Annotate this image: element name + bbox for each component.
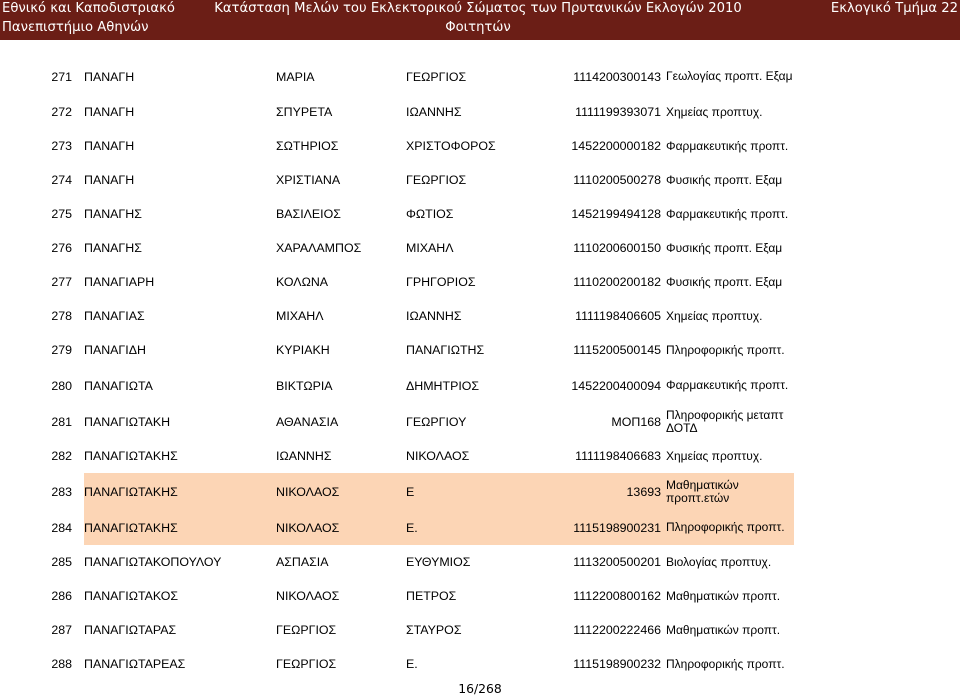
father-name-cell: Ε. [406,657,418,671]
surname-cell: ΠΑΝΑΓΙΩΤΑΚΗΣ [84,510,276,545]
table-row [38,163,794,197]
first-name-cell: ΧΡΙΣΤΙΑΝΑ [276,173,341,187]
row-number-cell: 272 [51,105,72,119]
first-name-cell: ΓΕΩΡΓΙΟΣ [276,623,337,637]
student-id-cell: 1113200500201 [573,555,661,569]
faculty-cell: Φυσικής προπτ. Εξαμ [666,172,783,187]
student-id-cell: 1110200600150 [573,241,661,255]
row-number-cell: 287 [51,623,72,637]
faculty-cell: Μαθηματικών προπτ.ετών [666,473,794,510]
first-name-cell: ΓΕΩΡΓΙΟΣ [276,657,337,671]
faculty-cell: Πληροφορικής προπτ. [666,342,785,357]
table-row [38,333,794,367]
first-name-cell: ΝΙΚΟΛΑΟΣ [276,510,406,545]
faculty-cell: Πληροφορικής μεταπτ ΔΟΤΔ [666,407,784,435]
surname-cell: ΠΑΝΑΓΙΩΤΑΚΗ [84,414,171,429]
row-number-cell: 288 [51,657,72,671]
surname-cell: ΠΑΝΑΓΙΩΤΑΚΗΣ [84,473,276,510]
student-id-cell: 1112200222466 [573,623,661,637]
student-id-cell: 1452200000182 [571,139,661,153]
members-table [38,58,794,681]
student-id-cell: 1115198900232 [573,657,661,671]
row-number-cell: 278 [51,309,72,323]
row-number-cell: 286 [51,589,72,603]
faculty-cell: Φαρμακευτικής προπτ. [666,378,789,392]
row-number-cell: 275 [51,207,72,221]
father-name-cell: ΓΡΗΓΟΡΙΟΣ [406,275,476,289]
row-number-cell: 280 [51,378,72,393]
table-row [38,58,794,95]
faculty-cell: Χημείας προπτυχ. [666,308,763,323]
surname-cell: ΠΑΝΑΓΙΩΤΑ [84,378,153,393]
father-name-cell: ΦΩΤΙΟΣ [406,207,454,221]
student-id-cell: 1112200800162 [573,589,661,603]
father-name-cell: ΧΡΙΣΤΟΦΟΡΟΣ [406,139,496,153]
faculty-cell: Πληροφορικής προπτ. [666,656,785,671]
first-name-cell: ΜΑΡΙΑ [276,69,315,84]
table-row [38,197,794,231]
faculty-cell: Βιολογίας προπτυχ. [666,554,772,569]
surname-cell: ΠΑΝΑΓΙΔΗ [84,343,146,357]
faculty-cell: Φυσικής προπτ. Εξαμ [666,240,783,255]
document-title-line1: Κατάσταση Μελών του Εκλεκτορικού Σώματος των Πρυτανικών Εκλογών 2010 [214,1,742,16]
surname-cell: ΠΑΝΑΓΙΩΤΑΚΟΠΟΥΛΟΥ [84,555,222,569]
student-id-cell: 13693 [566,473,666,510]
surname-cell: ΠΑΝΑΓΙΩΤΑΡΕΑΣ [84,657,186,671]
faculty-cell: Πληροφορικής προπτ. [666,510,794,545]
surname-cell: ΠΑΝΑΓΙΩΤΑΚΟΣ [84,589,179,603]
row-number-cell: 284 [51,520,72,535]
surname-cell: ΠΑΝΑΓΙΩΤΑΡΑΣ [84,623,177,637]
table-row [38,231,794,265]
surname-cell: ΠΑΝΑΓΗΣ [84,241,142,255]
first-name-cell: ΣΩΤΗΡΙΟΣ [276,139,339,153]
student-id-cell: 1115198900231 [566,510,666,545]
faculty-cell: Φυσικής προπτ. Εξαμ [666,274,783,289]
table-row [38,510,794,545]
father-name-cell: ΔΗΜΗΤΡΙΟΣ [406,378,480,393]
row-number-cell: 283 [51,484,72,499]
faculty-cell: Μαθηματικών προπτ. [666,622,781,637]
table-row [38,367,794,404]
table-row [38,404,794,439]
faculty-cell: Χημείας προπτυχ. [666,104,763,119]
university-name-line2: Πανεπιστήμιο Αθηνών [2,20,149,35]
student-id-cell: 1111198406605 [575,309,661,323]
row-number-cell: 285 [51,555,72,569]
first-name-cell: ΧΑΡΑΛΑΜΠΟΣ [276,241,362,255]
surname-cell: ΠΑΝΑΓΗΣ [84,207,142,221]
university-name-line1: Εθνικό και Καποδιστριακό [2,1,175,16]
faculty-cell: Γεωλογίας προπτ. Εξαμ [666,69,793,83]
father-name-cell: ΓΕΩΡΓΙΟΥ [406,414,467,429]
student-id-cell: 1110200500278 [573,173,661,187]
table-row [38,129,794,163]
row-number-cell: 282 [51,449,72,463]
surname-cell: ΠΑΝΑΓΙΑΡΗ [84,275,155,289]
father-name-cell: ΙΩΑΝΝΗΣ [406,105,462,119]
document-title-line2: Φοιτητών [445,20,511,35]
father-name-cell: ΜΙΧΑΗΛ [406,241,454,255]
first-name-cell: ΜΙΧΑΗΛ [276,309,324,323]
student-id-cell: 1114200300143 [573,69,661,84]
table-row [38,647,794,681]
page-header [0,0,960,40]
table-row [38,299,794,333]
table-row [38,265,794,299]
table-row [38,473,794,510]
surname-cell: ΠΑΝΑΓΙΑΣ [84,309,145,323]
row-number-cell: 273 [51,139,72,153]
first-name-cell: ΑΣΠΑΣΙΑ [276,555,329,569]
first-name-cell: ΝΙΚΟΛΑΟΣ [276,473,406,510]
student-id-cell: 1452199494128 [571,207,661,221]
surname-cell: ΠΑΝΑΓΙΩΤΑΚΗΣ [84,449,178,463]
row-number-cell: 279 [51,343,72,357]
surname-cell: ΠΑΝΑΓΗ [84,139,135,153]
student-id-cell: ΜΟΠ168 [611,414,661,429]
first-name-cell: ΒΙΚΤΩΡΙΑ [276,378,333,393]
faculty-cell: Χημείας προπτυχ. [666,448,763,463]
father-name-cell: ΙΩΑΝΝΗΣ [406,309,462,323]
table-row [38,95,794,129]
row-number-cell: 276 [51,241,72,255]
faculty-cell: Φαρμακευτικής προπτ. [666,138,789,153]
father-name-cell: ΣΤΑΥΡΟΣ [406,623,462,637]
table-row [38,545,794,579]
surname-cell: ΠΑΝΑΓΗ [84,69,135,84]
student-id-cell: 1115200500145 [573,343,661,357]
first-name-cell: ΒΑΣΙΛΕΙΟΣ [276,207,341,221]
electoral-section: Εκλογικό Τμήμα 22 [830,1,958,16]
row-number-cell: 271 [51,69,72,84]
first-name-cell: ΙΩΑΝΝΗΣ [276,449,332,463]
first-name-cell: ΣΠΥΡΕΤΑ [276,105,333,119]
row-number-cell: 277 [51,275,72,289]
table-row [38,439,794,473]
father-name-cell: ΠΑΝΑΓΙΩΤΗΣ [406,343,485,357]
table-row [38,579,794,613]
first-name-cell: ΚΥΡΙΑΚΗ [276,343,330,357]
page-number: 16/268 [458,681,502,696]
father-name-cell: ΓΕΩΡΓΙΟΣ [406,69,467,84]
first-name-cell: ΚΟΛΩΝΑ [276,275,329,289]
surname-cell: ΠΑΝΑΓΗ [84,105,135,119]
first-name-cell: ΝΙΚΟΛΑΟΣ [276,589,340,603]
faculty-cell: Φαρμακευτικής προπτ. [666,206,789,221]
father-name-cell: ΝΙΚΟΛΑΟΣ [406,449,470,463]
student-id-cell: 1452200400094 [571,378,661,393]
table-row [38,613,794,647]
student-id-cell: 1110200200182 [573,275,661,289]
father-name-cell: Ε. [406,510,566,545]
father-name-cell: ΓΕΩΡΓΙΟΣ [406,173,467,187]
student-id-cell: 1111198406683 [575,449,661,463]
father-name-cell: ΠΕΤΡΟΣ [406,589,457,603]
student-id-cell: 1111199393071 [575,105,661,119]
faculty-cell: Μαθηματικών προπτ. [666,588,781,603]
father-name-cell: Ε [406,473,566,510]
first-name-cell: ΑΘΑΝΑΣΙΑ [276,414,339,429]
row-number-cell: 274 [51,173,72,187]
surname-cell: ΠΑΝΑΓΗ [84,173,135,187]
father-name-cell: ΕΥΘΥΜΙΟΣ [406,555,471,569]
row-number-cell: 281 [51,414,72,429]
